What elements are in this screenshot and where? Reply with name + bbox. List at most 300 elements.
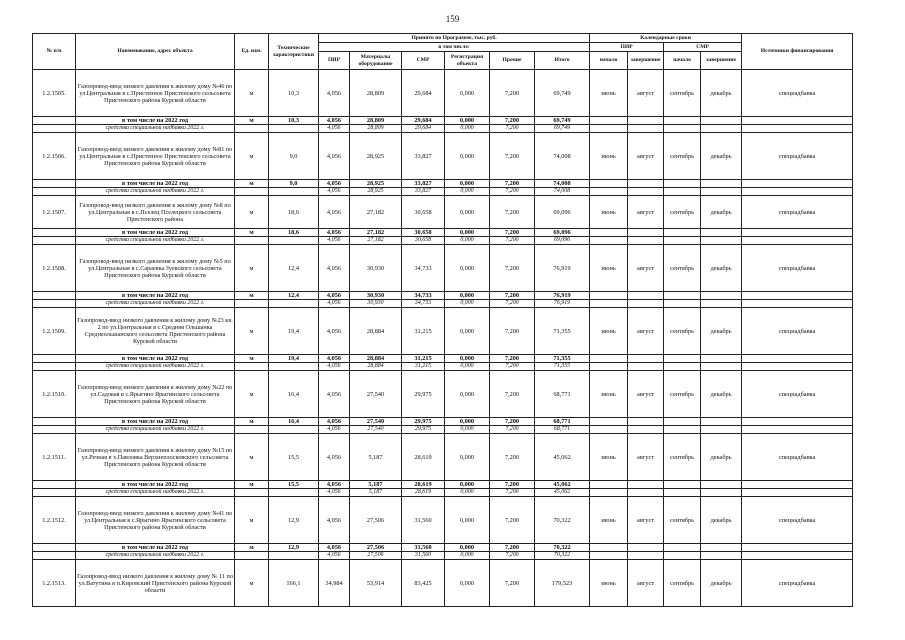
object-row bbox=[33, 371, 853, 418]
row-id: 1.2.1509. bbox=[33, 308, 76, 355]
row-unit: м bbox=[235, 70, 269, 117]
object-row bbox=[33, 560, 853, 607]
row-tech: 166,1 bbox=[269, 560, 319, 607]
fund-smr: 34,733 bbox=[402, 300, 445, 308]
row-source: спецнадбавка bbox=[742, 308, 853, 355]
special-fund-row bbox=[33, 489, 853, 497]
row-tech: 10,3 bbox=[269, 70, 319, 117]
row-id: 1.2.1513. bbox=[33, 560, 76, 607]
total-2022-row bbox=[33, 355, 853, 363]
row-name: Газопровод-ввод низкого давления к жилому дому №8 по ул.Центральная в с.Пселец Пселецкого сельсовета Пристенского района bbox=[76, 196, 235, 229]
row-id: 1.2.1508. bbox=[33, 245, 76, 292]
row-registration: 0,000 bbox=[445, 308, 490, 355]
row-other: 7,200 bbox=[490, 371, 535, 418]
fund-total: 69,749 bbox=[535, 125, 590, 133]
total-2022-label: в том числе на 2022 год bbox=[76, 292, 235, 300]
row-other: 7,200 bbox=[490, 245, 535, 292]
row-tech: 12,9 bbox=[269, 497, 319, 544]
row-name: Газопровод-ввод низкого давления к жилому дому №23 кв. 2 по ул.Центральная в с.Средняя Ольшанка Среднеольшанского сельсовета Пристенского района Курской области bbox=[76, 308, 235, 355]
fund-other: 7,200 bbox=[490, 188, 535, 196]
row-source: спецнадбавка bbox=[742, 560, 853, 607]
total-2022-row bbox=[33, 481, 853, 489]
row-tech: 16,4 bbox=[269, 371, 319, 418]
total-other: 7,200 bbox=[490, 180, 535, 188]
header-other: Прочие bbox=[490, 52, 535, 70]
page-number: 159 bbox=[445, 14, 460, 24]
fund-total: 45,062 bbox=[535, 489, 590, 497]
row-unit: м bbox=[235, 560, 269, 607]
row-pir-start: июнь bbox=[590, 497, 628, 544]
total-total: 69,749 bbox=[535, 117, 590, 125]
row-name: Газопровод-ввод низкого давления к жилому дому №22 по ул.Садовая в с.Ярыгино Ярыгинского сельсовета Пристенского района Курской области bbox=[76, 371, 235, 418]
row-smr-end: декабрь bbox=[701, 497, 742, 544]
fund-smr: 29,975 bbox=[402, 426, 445, 434]
row-smr: 83,425 bbox=[402, 560, 445, 607]
row-registration: 0,000 bbox=[445, 371, 490, 418]
fund-pir: 4,056 bbox=[319, 237, 350, 245]
row-id: 1.2.1512. bbox=[33, 497, 76, 544]
total-tech: 10,3 bbox=[269, 117, 319, 125]
row-source: спецнадбавка bbox=[742, 245, 853, 292]
row-total: 71,355 bbox=[535, 308, 590, 355]
row-smr: 29,684 bbox=[402, 70, 445, 117]
header-pir: ПИР bbox=[319, 52, 350, 70]
total-smr: 31,560 bbox=[402, 544, 445, 552]
total-materials: 5,187 bbox=[350, 481, 402, 489]
row-materials: 27,506 bbox=[350, 497, 402, 544]
header-smr-end: завершение bbox=[701, 52, 742, 70]
row-pir-start: июнь bbox=[590, 196, 628, 229]
row-pir-end: август bbox=[628, 133, 664, 180]
total-smr: 31,215 bbox=[402, 355, 445, 363]
row-materials: 5,187 bbox=[350, 434, 402, 481]
row-smr-end: декабрь bbox=[701, 371, 742, 418]
row-tech: 19,4 bbox=[269, 308, 319, 355]
fund-smr: 30,658 bbox=[402, 237, 445, 245]
row-smr-end: декабрь bbox=[701, 245, 742, 292]
total-total: 70,322 bbox=[535, 544, 590, 552]
fund-pir: 4,056 bbox=[319, 552, 350, 560]
total-materials: 28,884 bbox=[350, 355, 402, 363]
row-smr-start: сентябрь bbox=[664, 308, 701, 355]
header-cal-pir: ПИР bbox=[590, 43, 664, 52]
fund-pir: 4,056 bbox=[319, 363, 350, 371]
row-tech: 12,4 bbox=[269, 245, 319, 292]
row-pir-end: август bbox=[628, 308, 664, 355]
total-tech: 19,4 bbox=[269, 355, 319, 363]
row-registration: 0,000 bbox=[445, 497, 490, 544]
row-pir: 4,056 bbox=[319, 434, 350, 481]
fund-pir: 4,056 bbox=[319, 125, 350, 133]
total-smr: 29,975 bbox=[402, 418, 445, 426]
fund-total: 68,771 bbox=[535, 426, 590, 434]
fund-pir: 4,056 bbox=[319, 489, 350, 497]
fund-pir: 4,056 bbox=[319, 188, 350, 196]
row-pir: 34,984 bbox=[319, 560, 350, 607]
special-fund-row bbox=[33, 363, 853, 371]
row-registration: 0,000 bbox=[445, 196, 490, 229]
total-unit: м bbox=[235, 229, 269, 237]
special-fund-row bbox=[33, 125, 853, 133]
fund-registration: 0,000 bbox=[445, 489, 490, 497]
total-unit: м bbox=[235, 117, 269, 125]
total-pir: 4,056 bbox=[319, 481, 350, 489]
row-smr-end: декабрь bbox=[701, 196, 742, 229]
row-name: Газопровод-ввод низкого давления к жилому дому №41 по ул.Центральная в с.Ярыгино Ярыгинского сельсовета Пристенского района Курской области bbox=[76, 497, 235, 544]
total-materials: 27,506 bbox=[350, 544, 402, 552]
row-materials: 27,540 bbox=[350, 371, 402, 418]
total-2022-row bbox=[33, 292, 853, 300]
row-smr-end: декабрь bbox=[701, 308, 742, 355]
fund-other: 7,200 bbox=[490, 489, 535, 497]
total-tech: 9,0 bbox=[269, 180, 319, 188]
row-smr: 31,215 bbox=[402, 308, 445, 355]
row-pir: 4,056 bbox=[319, 308, 350, 355]
header-cal-smr: СМР bbox=[664, 43, 742, 52]
row-pir: 4,056 bbox=[319, 133, 350, 180]
row-registration: 0,000 bbox=[445, 133, 490, 180]
row-smr-start: сентябрь bbox=[664, 560, 701, 607]
row-total: 69,749 bbox=[535, 70, 590, 117]
total-tech: 18,6 bbox=[269, 229, 319, 237]
object-row bbox=[33, 245, 853, 292]
special-fund-label: средства специальной надбавки 2022 г. bbox=[76, 125, 235, 133]
fund-smr: 33,827 bbox=[402, 188, 445, 196]
row-materials: 28,809 bbox=[350, 70, 402, 117]
row-pir-end: август bbox=[628, 196, 664, 229]
object-row bbox=[33, 497, 853, 544]
special-fund-label: средства специальной надбавки 2022 г. bbox=[76, 363, 235, 371]
row-tech: 18,6 bbox=[269, 196, 319, 229]
total-pir: 4,056 bbox=[319, 229, 350, 237]
row-source: спецнадбавка bbox=[742, 70, 853, 117]
row-total: 76,919 bbox=[535, 245, 590, 292]
header-accepted: Принято по Программе, тыс. руб. bbox=[319, 34, 590, 43]
total-2022-label: в том числе на 2022 год bbox=[76, 418, 235, 426]
row-smr-end: декабрь bbox=[701, 434, 742, 481]
total-materials: 28,809 bbox=[350, 117, 402, 125]
row-smr-start: сентябрь bbox=[664, 371, 701, 418]
fund-materials: 27,506 bbox=[350, 552, 402, 560]
header-num: № п/п bbox=[33, 34, 76, 70]
total-materials: 28,925 bbox=[350, 180, 402, 188]
row-unit: м bbox=[235, 133, 269, 180]
row-pir: 4,056 bbox=[319, 371, 350, 418]
total-pir: 4,056 bbox=[319, 292, 350, 300]
total-other: 7,200 bbox=[490, 481, 535, 489]
row-smr-start: сентябрь bbox=[664, 245, 701, 292]
row-total: 70,322 bbox=[535, 497, 590, 544]
total-tech: 16,4 bbox=[269, 418, 319, 426]
row-pir-end: август bbox=[628, 434, 664, 481]
header-materials: Материалы оборудование bbox=[350, 52, 402, 70]
special-fund-label: средства специальной надбавки 2022 г. bbox=[76, 237, 235, 245]
fund-pir: 4,056 bbox=[319, 300, 350, 308]
special-fund-row bbox=[33, 188, 853, 196]
row-other: 7,200 bbox=[490, 308, 535, 355]
special-fund-row bbox=[33, 426, 853, 434]
total-2022-label: в том числе на 2022 год bbox=[76, 229, 235, 237]
header-pir-start: начало bbox=[590, 52, 628, 70]
total-2022-row bbox=[33, 117, 853, 125]
row-name: Газопровод-ввод низкого давления к жилому дому №15 по ул.Речная в х.Павловка Верхнеплосковского сельсовета Пристенского района Курской области bbox=[76, 434, 235, 481]
row-total: 74,008 bbox=[535, 133, 590, 180]
special-fund-label: средства специальной надбавки 2022 г. bbox=[76, 552, 235, 560]
fund-registration: 0,000 bbox=[445, 188, 490, 196]
fund-smr: 28,619 bbox=[402, 489, 445, 497]
row-total: 179,523 bbox=[535, 560, 590, 607]
total-registration: 0,000 bbox=[445, 544, 490, 552]
row-total: 68,771 bbox=[535, 371, 590, 418]
total-pir: 4,056 bbox=[319, 180, 350, 188]
total-unit: м bbox=[235, 355, 269, 363]
fund-materials: 27,540 bbox=[350, 426, 402, 434]
row-name: Газопровод-ввод низкого давления к жилому дому № 11 по ул.Ватутина в п.Кировский Пристенского района Курской области bbox=[76, 560, 235, 607]
row-other: 7,200 bbox=[490, 434, 535, 481]
row-pir-end: август bbox=[628, 497, 664, 544]
table-body bbox=[33, 70, 853, 607]
fund-smr: 29,684 bbox=[402, 125, 445, 133]
fund-registration: 0,000 bbox=[445, 300, 490, 308]
row-unit: м bbox=[235, 497, 269, 544]
total-2022-label: в том числе на 2022 год bbox=[76, 544, 235, 552]
row-materials: 28,925 bbox=[350, 133, 402, 180]
row-pir: 4,056 bbox=[319, 70, 350, 117]
row-pir-start: июнь bbox=[590, 308, 628, 355]
row-id: 1.2.1510. bbox=[33, 371, 76, 418]
program-table bbox=[32, 33, 853, 607]
row-unit: м bbox=[235, 245, 269, 292]
total-registration: 0,000 bbox=[445, 355, 490, 363]
row-other: 7,200 bbox=[490, 497, 535, 544]
total-materials: 27,540 bbox=[350, 418, 402, 426]
header-smr: СМР bbox=[402, 52, 445, 70]
total-materials: 27,182 bbox=[350, 229, 402, 237]
object-row bbox=[33, 308, 853, 355]
row-smr: 29,975 bbox=[402, 371, 445, 418]
total-total: 71,355 bbox=[535, 355, 590, 363]
row-smr-end: декабрь bbox=[701, 70, 742, 117]
row-pir-end: август bbox=[628, 245, 664, 292]
total-tech: 15,5 bbox=[269, 481, 319, 489]
row-source: спецнадбавка bbox=[742, 371, 853, 418]
row-id: 1.2.1505. bbox=[33, 70, 76, 117]
object-row bbox=[33, 434, 853, 481]
row-name: Газопровод-ввод низкого давления к жилому дому №46 по ул.Центральная в с.Пристенное Пристенского сельсовета Пристенского района Курской области bbox=[76, 70, 235, 117]
row-smr-start: сентябрь bbox=[664, 434, 701, 481]
fund-other: 7,200 bbox=[490, 426, 535, 434]
row-pir-start: июнь bbox=[590, 133, 628, 180]
total-unit: м bbox=[235, 180, 269, 188]
row-other: 7,200 bbox=[490, 196, 535, 229]
row-smr-end: декабрь bbox=[701, 560, 742, 607]
total-other: 7,200 bbox=[490, 544, 535, 552]
fund-total: 69,096 bbox=[535, 237, 590, 245]
total-registration: 0,000 bbox=[445, 418, 490, 426]
total-2022-label: в том числе на 2022 год bbox=[76, 481, 235, 489]
special-fund-label: средства специальной надбавки 2022 г. bbox=[76, 426, 235, 434]
total-pir: 4,056 bbox=[319, 355, 350, 363]
fund-materials: 30,930 bbox=[350, 300, 402, 308]
total-registration: 0,000 bbox=[445, 180, 490, 188]
row-registration: 0,000 bbox=[445, 245, 490, 292]
row-other: 7,200 bbox=[490, 70, 535, 117]
total-pir: 4,056 bbox=[319, 117, 350, 125]
row-pir: 4,056 bbox=[319, 196, 350, 229]
total-tech: 12,9 bbox=[269, 544, 319, 552]
header-calendar: Календарные сроки bbox=[590, 34, 742, 43]
row-smr-end: декабрь bbox=[701, 133, 742, 180]
row-id: 1.2.1511. bbox=[33, 434, 76, 481]
total-2022-label: в том числе на 2022 год bbox=[76, 355, 235, 363]
row-source: спецнадбавка bbox=[742, 133, 853, 180]
fund-materials: 27,182 bbox=[350, 237, 402, 245]
total-smr: 30,658 bbox=[402, 229, 445, 237]
total-smr: 28,619 bbox=[402, 481, 445, 489]
special-fund-row bbox=[33, 300, 853, 308]
row-source: спецнадбавка bbox=[742, 497, 853, 544]
row-materials: 30,930 bbox=[350, 245, 402, 292]
total-other: 7,200 bbox=[490, 117, 535, 125]
row-materials: 27,182 bbox=[350, 196, 402, 229]
object-row bbox=[33, 196, 853, 229]
total-registration: 0,000 bbox=[445, 229, 490, 237]
header-unit: Ед. изм. bbox=[235, 34, 269, 70]
row-pir-start: июнь bbox=[590, 434, 628, 481]
row-other: 7,200 bbox=[490, 133, 535, 180]
row-smr: 33,827 bbox=[402, 133, 445, 180]
fund-registration: 0,000 bbox=[445, 552, 490, 560]
row-pir-start: июнь bbox=[590, 371, 628, 418]
fund-other: 7,200 bbox=[490, 125, 535, 133]
total-2022-row bbox=[33, 229, 853, 237]
fund-registration: 0,000 bbox=[445, 237, 490, 245]
row-name: Газопровод-ввод низкого давления к жилому дому №81 по ул.Центральная в с.Пристенное Пристенского сельсовета Пристенского района Курской области bbox=[76, 133, 235, 180]
fund-materials: 28,809 bbox=[350, 125, 402, 133]
total-2022-label: в том числе на 2022 год bbox=[76, 180, 235, 188]
total-pir: 4,056 bbox=[319, 418, 350, 426]
total-registration: 0,000 bbox=[445, 117, 490, 125]
total-total: 76,919 bbox=[535, 292, 590, 300]
fund-total: 71,355 bbox=[535, 363, 590, 371]
total-total: 69,096 bbox=[535, 229, 590, 237]
total-smr: 29,684 bbox=[402, 117, 445, 125]
total-other: 7,200 bbox=[490, 292, 535, 300]
total-pir: 4,056 bbox=[319, 544, 350, 552]
total-other: 7,200 bbox=[490, 355, 535, 363]
row-registration: 0,000 bbox=[445, 434, 490, 481]
header-name: Наименование, адрес объекта bbox=[76, 34, 235, 70]
row-pir-start: июнь bbox=[590, 245, 628, 292]
special-fund-label: средства специальной надбавки 2022 г. bbox=[76, 188, 235, 196]
row-pir: 4,056 bbox=[319, 497, 350, 544]
row-registration: 0,000 bbox=[445, 70, 490, 117]
total-2022-row bbox=[33, 418, 853, 426]
fund-registration: 0,000 bbox=[445, 426, 490, 434]
total-unit: м bbox=[235, 544, 269, 552]
fund-other: 7,200 bbox=[490, 363, 535, 371]
header-registration: Регистрация объекта bbox=[445, 52, 490, 70]
row-unit: м bbox=[235, 308, 269, 355]
header-pir-end: завершение bbox=[628, 52, 664, 70]
fund-materials: 28,925 bbox=[350, 188, 402, 196]
row-pir: 4,056 bbox=[319, 245, 350, 292]
object-row bbox=[33, 133, 853, 180]
row-name: Газопровод-ввод низкого давления к жилому дому №5 по ул.Центральная в с.Сараевка Зуевского сельсовета Пристенского района Курской области bbox=[76, 245, 235, 292]
total-2022-label: в том числе на 2022 год bbox=[76, 117, 235, 125]
fund-registration: 0,000 bbox=[445, 363, 490, 371]
fund-pir: 4,056 bbox=[319, 426, 350, 434]
total-registration: 0,000 bbox=[445, 292, 490, 300]
total-total: 68,771 bbox=[535, 418, 590, 426]
total-tech: 12,4 bbox=[269, 292, 319, 300]
header-smr-start: начало bbox=[664, 52, 701, 70]
fund-other: 7,200 bbox=[490, 300, 535, 308]
header-sources: Источники финансирования bbox=[742, 34, 853, 70]
row-pir-end: август bbox=[628, 560, 664, 607]
fund-total: 76,919 bbox=[535, 300, 590, 308]
fund-total: 70,322 bbox=[535, 552, 590, 560]
row-materials: 28,884 bbox=[350, 308, 402, 355]
total-unit: м bbox=[235, 292, 269, 300]
row-smr: 28,619 bbox=[402, 434, 445, 481]
row-total: 45,062 bbox=[535, 434, 590, 481]
row-id: 1.2.1506. bbox=[33, 133, 76, 180]
row-tech: 15,5 bbox=[269, 434, 319, 481]
row-id: 1.2.1507. bbox=[33, 196, 76, 229]
row-smr-start: сентябрь bbox=[664, 133, 701, 180]
row-materials: 53,914 bbox=[350, 560, 402, 607]
total-smr: 33,827 bbox=[402, 180, 445, 188]
fund-registration: 0,000 bbox=[445, 125, 490, 133]
fund-materials: 28,884 bbox=[350, 363, 402, 371]
row-source: спецнадбавка bbox=[742, 196, 853, 229]
header-total: Итого bbox=[535, 52, 590, 70]
fund-smr: 31,560 bbox=[402, 552, 445, 560]
total-total: 45,062 bbox=[535, 481, 590, 489]
row-pir-end: август bbox=[628, 70, 664, 117]
total-unit: м bbox=[235, 481, 269, 489]
total-registration: 0,000 bbox=[445, 481, 490, 489]
special-fund-label: средства специальной надбавки 2022 г. bbox=[76, 300, 235, 308]
row-unit: м bbox=[235, 434, 269, 481]
row-registration: 0,000 bbox=[445, 560, 490, 607]
fund-other: 7,200 bbox=[490, 552, 535, 560]
row-tech: 9,0 bbox=[269, 133, 319, 180]
total-unit: м bbox=[235, 418, 269, 426]
row-source: спецнадбавка bbox=[742, 434, 853, 481]
fund-total: 74,008 bbox=[535, 188, 590, 196]
row-pir-start: июнь bbox=[590, 560, 628, 607]
row-total: 69,096 bbox=[535, 196, 590, 229]
total-smr: 34,733 bbox=[402, 292, 445, 300]
total-other: 7,200 bbox=[490, 418, 535, 426]
total-other: 7,200 bbox=[490, 229, 535, 237]
row-pir-end: август bbox=[628, 371, 664, 418]
total-materials: 30,930 bbox=[350, 292, 402, 300]
row-pir-start: июнь bbox=[590, 70, 628, 117]
header-tech: Технические характеристики bbox=[269, 34, 319, 70]
row-unit: м bbox=[235, 371, 269, 418]
special-fund-label: средства специальной надбавки 2022 г. bbox=[76, 489, 235, 497]
row-other: 7,200 bbox=[490, 560, 535, 607]
row-smr-start: сентябрь bbox=[664, 70, 701, 117]
fund-other: 7,200 bbox=[490, 237, 535, 245]
fund-smr: 31,215 bbox=[402, 363, 445, 371]
special-fund-row bbox=[33, 237, 853, 245]
row-smr-start: сентябрь bbox=[664, 497, 701, 544]
row-smr: 31,560 bbox=[402, 497, 445, 544]
